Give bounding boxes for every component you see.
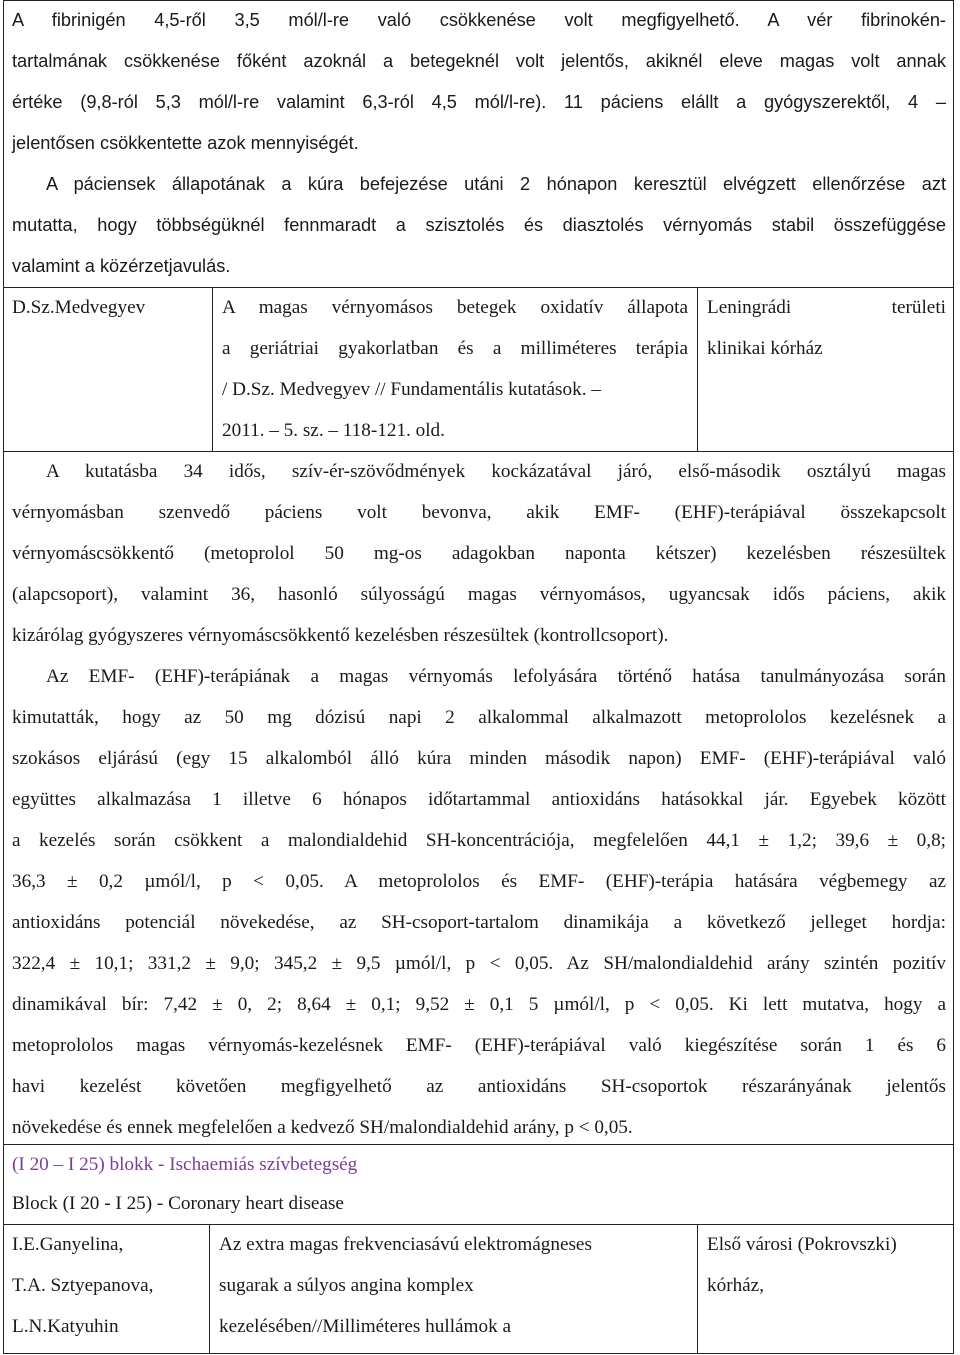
text-line: kizárólag gyógyszeres vérnyomáscsökkentő kezelésben részesültek (kontrollcsoport).	[12, 625, 669, 646]
entry-1-abstract-paragraph-1	[12, 451, 946, 656]
block-heading-hungarian: (I 20 – I 25) blokk - Ischaemiás szívbetegség	[12, 1154, 358, 1175]
text-line: szokásos eljárású (egy 15 alkalomból álló kúra minden második napon) EMF- (EHF)-terápiával való	[12, 748, 946, 769]
text-line: (alapcsoport), valamint 36, hasonló súlyosságú magas vérnyomásos, ugyancsak idős páciens, akik	[12, 584, 946, 605]
text-line: kimutatták, hogy az 50 mg dózisú napi 2 alkalommal alkalmazott metoprololos kezelésnek a	[12, 707, 946, 728]
text-line: Leningrádi területi	[707, 297, 946, 318]
text-line: / D.Sz. Medvegyev // Fundamentális kutatások. –	[222, 379, 601, 400]
text-line: kórház,	[707, 1275, 765, 1296]
text-line: növekedése és ennek megfelelően a kedvező SH/malondialdehid arány, p < 0,05.	[12, 1117, 633, 1138]
text-line: dinamikával bír: 7,42 ± 0, 2; 8,64 ± 0,1; 9,52 ± 0,1 5 µmól/l, p < 0,05. Ki lett mutatva, hogy a	[12, 994, 946, 1015]
text-line: antioxidáns potenciál növekedése, az SH-csoport-tartalom dinamikája a következő jelleget hordja:	[12, 912, 946, 933]
text-line: Az extra magas frekvenciasávú elektromágneses	[219, 1234, 592, 1255]
text-line: metoprololos magas vérnyomás-kezelésnek EMF- (EHF)-terápiával való kiegészítése során 1 és 6	[12, 1035, 946, 1056]
text-line: 322,4 ± 10,1; 331,2 ± 9,0; 345,2 ± 9,5 µmól/l, p < 0,05. Az SH/malondialdehid arány szintén pozitív	[12, 953, 946, 974]
followup-paragraph	[12, 164, 946, 287]
column-rule	[697, 287, 698, 451]
text-line: sugarak a súlyos angina komplex	[219, 1275, 474, 1296]
text-line: valamint a közérzetjavulás.	[12, 256, 231, 276]
entry-1-abstract-paragraph-2	[12, 656, 946, 1148]
top-paragraph	[12, 0, 946, 164]
text-line: jelentősen csökkentette azok mennyiségét.	[12, 133, 359, 153]
text-line: kezelésében//Milliméteres hullámok a	[219, 1316, 511, 1337]
text-line: vérnyomáscsökkentő (metoprolol 50 mg-os adagokban naponta kétszer) kezelésben részesültek	[12, 543, 946, 564]
entry-2-title	[219, 1224, 689, 1347]
text-line: vérnyomásban szenvedő páciens volt bevonva, akik EMF- (EHF)-terápiával összekapcsolt	[12, 502, 946, 523]
entry-1-title	[222, 287, 688, 451]
text-line: T.A. Sztyepanova,	[12, 1275, 154, 1296]
text-line: a kezelés során csökkent a malondialdehid SH-koncentrációja, megfelelően 44,1 ± 1,2; 39,6 ± 0,8;	[12, 830, 946, 851]
entry-2-institution	[707, 1224, 947, 1306]
text-line: A páciensek állapotának a kúra befejezése utáni 2 hónapon keresztül elvégzett ellenőrzése azt	[46, 174, 946, 194]
text-line: klinikai kórház	[707, 338, 823, 359]
entry-1-author: D.Sz.Medvegyev	[12, 297, 146, 318]
text-line: havi kezelést követően megfigyelhető az antioxidáns SH-csoportok részarányának jelentős	[12, 1076, 946, 1097]
text-line: mutatta, hogy többségüknél fennmaradt a szisztolés és diasztolés vérnyomás stabil összefüggése	[12, 215, 946, 235]
text-line: a geriátriai gyakorlatban és a milliméteres terápia	[222, 338, 688, 359]
text-line: tartalmának csökkenése főként azoknál a betegeknél volt jelentős, akiknél eleve magas volt annak	[12, 51, 946, 71]
entry-1-institution	[707, 287, 946, 369]
column-rule	[209, 1224, 210, 1354]
text-line: A magas vérnyomásos betegek oxidatív állapota	[222, 297, 688, 318]
text-line: I.E.Ganyelina,	[12, 1234, 124, 1255]
table-rule	[3, 1353, 954, 1354]
text-line: A kutatásba 34 idős, szív-ér-szövődmények kockázatával járó, első-második osztályú magas	[46, 461, 946, 482]
text-line: 36,3 ± 0,2 µmól/l, p < 0,05. A metoprololos és EMF- (EHF)-terápia hatására végbemegy az	[12, 871, 946, 892]
text-line: Az EMF- (EHF)-terápiának a magas vérnyomás lefolyására történő hatása tanulmányozása során	[46, 666, 946, 687]
entry-2-authors	[12, 1224, 206, 1347]
text-line: A fibrinigén 4,5-ről 3,5 mól/l-re való csökkenése volt megfigyelhető. A vér fibrinokén-	[12, 10, 946, 30]
block-heading-english: Block (I 20 - I 25) - Coronary heart disease	[12, 1193, 344, 1214]
column-rule	[697, 1224, 698, 1354]
text-line: Első városi (Pokrovszki)	[707, 1234, 897, 1255]
text-line: értéke (9,8-ról 5,3 mól/l-re valamint 6,3-ról 4,5 mól/l-re). 11 páciens elállt a gyógyszerektől, 4 –	[12, 92, 946, 112]
text-line: 2011. – 5. sz. – 118-121. old.	[222, 420, 445, 441]
text-line: együttes alkalmazása 1 illetve 6 hónapos időtartammal antioxidáns hatásokkal jár. Egyebek között	[12, 789, 946, 810]
column-rule	[212, 287, 213, 451]
text-line: L.N.Katyuhin	[12, 1316, 119, 1337]
